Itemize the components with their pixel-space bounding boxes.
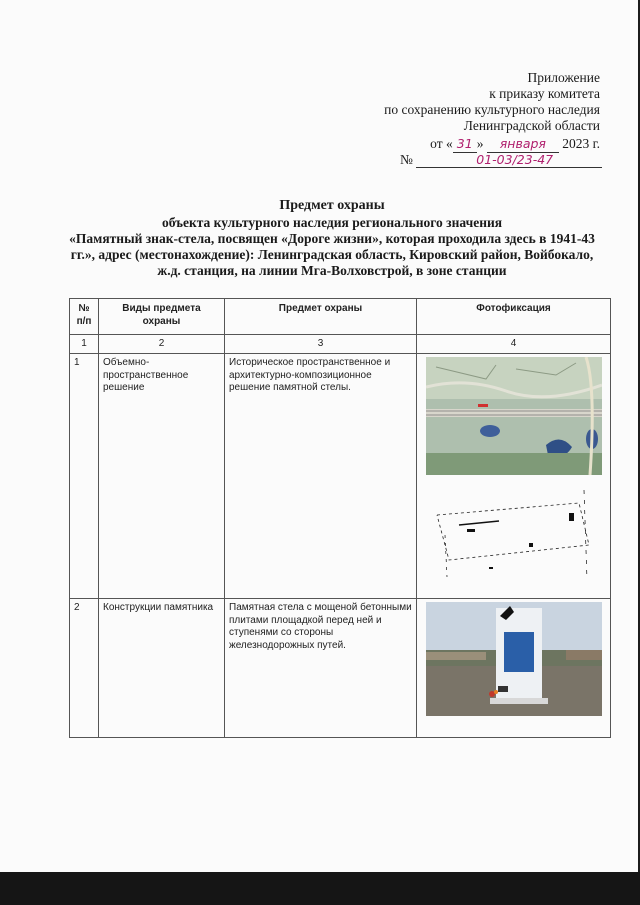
header-photo: Фотофиксация	[417, 299, 611, 335]
header-type: Виды предмета охраны	[99, 299, 225, 335]
date-prefix: от «	[430, 136, 453, 151]
appendix-line-4: Ленинградской области	[463, 118, 600, 133]
document-title	[62, 198, 602, 279]
stele-photo-image	[426, 602, 602, 716]
col-number-4: 4	[417, 335, 611, 354]
appendix-line-3: по сохранению культурного наследия	[384, 102, 600, 117]
row-1-num: 1	[70, 354, 99, 599]
row-2-type: Конструкции памятника	[99, 599, 225, 738]
header-subject: Предмет охраны	[225, 299, 417, 335]
order-date	[384, 136, 600, 153]
row-1-subject: Историческое пространственное и архитектурно-композиционное решение памятной стелы.	[225, 354, 417, 599]
scan-background-strip	[0, 872, 640, 905]
date-day-handwritten: 31	[453, 136, 477, 153]
table-row	[70, 354, 611, 599]
table-row	[70, 599, 611, 738]
number-prefix: №	[400, 152, 413, 167]
column-number-row	[70, 335, 611, 354]
date-quote: »	[476, 136, 484, 151]
title-line-1: Предмет охраны	[279, 198, 385, 213]
site-plan-drawing	[429, 485, 599, 585]
date-year: 2023 г.	[562, 136, 600, 151]
row-1-photos	[417, 354, 611, 599]
col-number-1: 1	[70, 335, 99, 354]
row-2-photos	[417, 599, 611, 738]
row-2-subject: Памятная стела с мощеной бетонными плитами площадкой перед ней и ступенями со стороны железнодорожных путей.	[225, 599, 417, 738]
number-handwritten: 01-03/23-47	[416, 152, 602, 168]
header-row	[70, 299, 611, 335]
order-number	[400, 152, 602, 168]
col-number-3: 3	[225, 335, 417, 354]
col-number-2: 2	[99, 335, 225, 354]
header-num: № п/п	[70, 299, 99, 335]
protection-table	[69, 298, 611, 738]
appendix-header	[384, 70, 600, 153]
row-1-type: Объемно-пространственное решение	[99, 354, 225, 599]
row-2-num: 2	[70, 599, 99, 738]
appendix-line-1: Приложение	[527, 70, 600, 85]
appendix-line-2: к приказу комитета	[489, 86, 600, 101]
aerial-map-image	[426, 357, 602, 475]
title-line-2: объекта культурного наследия регионального значения	[161, 215, 503, 230]
title-line-3: «Памятный знак-стела, посвящен «Дороге жизни», которая проходила здесь в 1941-43 гг.», адрес (местонахождение): Ленинградская область, Кировский район, Войбокало, ж.д. станция, на линии Мга-Волховстрой, в зоне станции	[69, 231, 595, 278]
date-month-handwritten: января	[487, 136, 559, 153]
